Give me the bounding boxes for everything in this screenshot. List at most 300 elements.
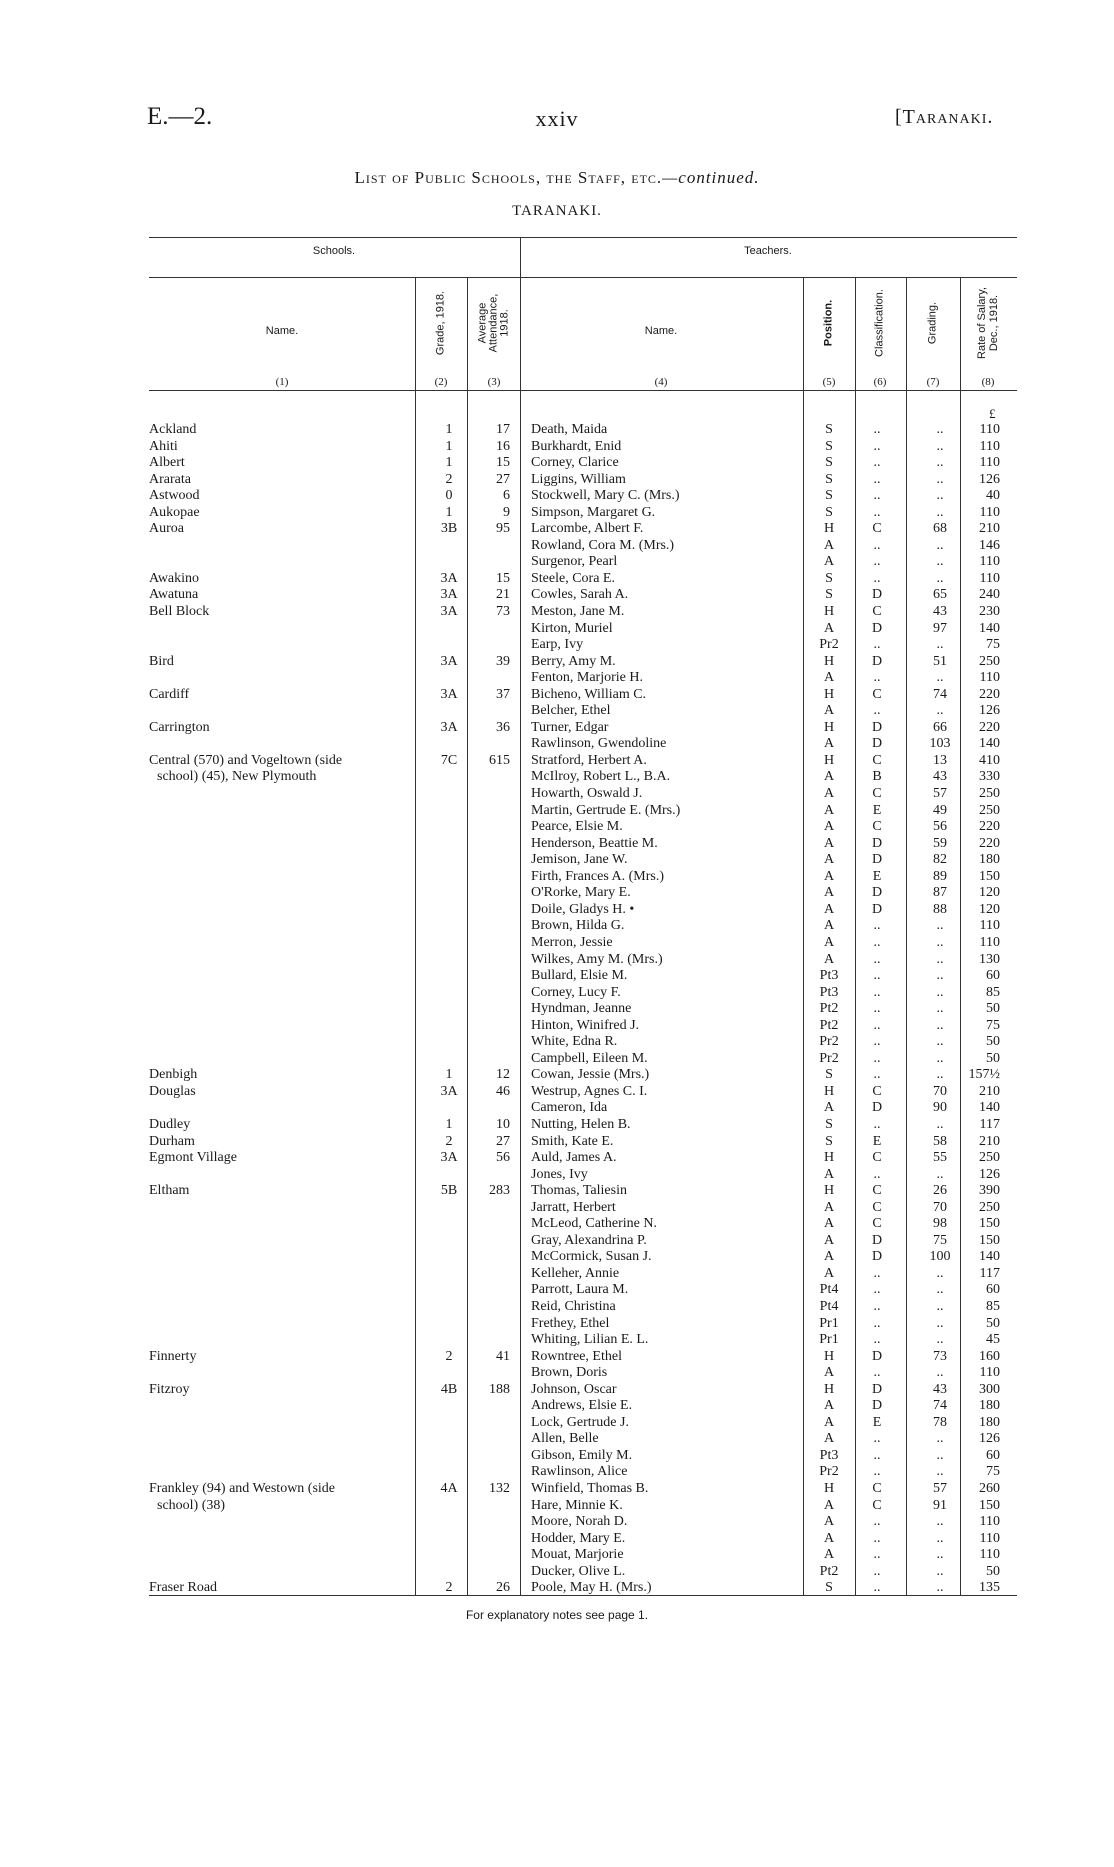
grade-cell: 0: [445, 488, 453, 504]
grading-cell: 103: [929, 736, 951, 752]
teacher-name: Brown, Doris: [531, 1365, 608, 1381]
attendance-cell: 41: [496, 1348, 510, 1364]
teacher-name: Kelleher, Annie: [531, 1265, 620, 1281]
grading-cell: 58: [933, 1133, 947, 1149]
grading-cell: ..: [936, 488, 944, 504]
salary-cell: 250: [979, 786, 1000, 802]
grading-cell: 59: [933, 835, 947, 851]
table-row: [0, 1117, 1114, 1134]
table-row: [0, 571, 1114, 588]
salary-cell: 120: [979, 885, 1000, 901]
table-row: [0, 902, 1114, 919]
position-cell: A: [823, 786, 835, 802]
position-cell: Pr1: [819, 1315, 839, 1331]
grading-cell: 26: [933, 1183, 947, 1199]
table-row: [0, 1051, 1114, 1068]
classification-cell: ..: [873, 438, 881, 454]
classification-cell: ..: [873, 1514, 881, 1530]
grade-cell: 2: [445, 1133, 453, 1149]
school-name: Frankley (94) and Westown (side: [149, 1481, 336, 1496]
teacher-name: Winfield, Thomas B.: [531, 1481, 649, 1496]
table-row: [0, 1349, 1114, 1366]
position-cell: A: [823, 1232, 835, 1248]
teacher-name: Johnson, Oscar: [531, 1381, 617, 1397]
attendance-cell: 188: [489, 1381, 510, 1397]
table-row: [0, 1564, 1114, 1581]
grading-cell: 75: [933, 1232, 947, 1248]
teacher-name: Steele, Cora E.: [531, 570, 615, 586]
salary-cell: 117: [979, 1116, 1000, 1132]
grading-cell: ..: [936, 984, 944, 1000]
classification-cell: ..: [873, 422, 881, 437]
teacher-name: Rowland, Cora M. (Mrs.): [531, 537, 675, 553]
classification-cell: D: [871, 1348, 883, 1364]
col-number-4: (4): [654, 376, 668, 388]
col-number-2: (2): [434, 376, 448, 388]
teacher-name: Belcher, Ethel: [531, 703, 611, 719]
classification-cell: ..: [873, 670, 881, 686]
classification-cell: C: [872, 686, 882, 702]
classification-cell: ..: [873, 537, 881, 553]
grading-cell: 74: [933, 1398, 947, 1414]
position-header: Position.: [822, 299, 835, 347]
position-cell: Pr2: [819, 637, 839, 653]
classification-cell: D: [871, 835, 883, 851]
column-header-bottom-rule: [149, 390, 1017, 391]
grading-cell: ..: [936, 1580, 944, 1596]
grade-cell: 1: [445, 1116, 453, 1132]
table-row: [0, 1001, 1114, 1018]
salary-header-text: Rate of Salary, Dec., 1918.: [976, 287, 1000, 359]
group-header-rule: [149, 277, 1017, 278]
col-number-6: (6): [873, 376, 887, 388]
position-cell: A: [823, 1530, 835, 1546]
grading-cell: ..: [936, 1315, 944, 1331]
position-cell: A: [823, 1166, 835, 1182]
table-row: [0, 1365, 1114, 1382]
salary-cell: 75: [986, 1017, 1000, 1033]
teacher-name: Wilkes, Amy M. (Mrs.): [531, 951, 663, 967]
teacher-name: Meston, Jane M.: [531, 604, 625, 620]
teacher-name: McCormick, Susan J.: [531, 1249, 652, 1265]
position-cell: Pt4: [819, 1298, 839, 1314]
grading-cell: 66: [933, 719, 947, 735]
table-row: [0, 1316, 1114, 1333]
table-row: [0, 439, 1114, 456]
classification-cell: ..: [873, 1116, 881, 1132]
school-name: Awatuna: [149, 587, 199, 603]
salary-cell: 50: [986, 1315, 1000, 1331]
salary-header: [976, 279, 1000, 367]
teacher-name: Gibson, Emily M.: [531, 1447, 633, 1463]
table-row: [0, 1134, 1114, 1151]
position-cell: A: [823, 819, 835, 835]
classification-cell: ..: [873, 1464, 881, 1480]
grading-cell: 56: [933, 819, 947, 835]
table-row: [0, 1531, 1114, 1548]
classification-cell: ..: [873, 951, 881, 967]
position-cell: A: [823, 620, 835, 636]
position-cell: S: [825, 570, 833, 586]
position-cell: S: [825, 587, 833, 603]
teacher-name: Death, Maida: [531, 422, 608, 437]
grading-cell: ..: [936, 1265, 944, 1281]
salary-cell: 126: [979, 703, 1000, 719]
classification-cell: ..: [873, 1034, 881, 1050]
position-cell: A: [823, 868, 835, 884]
position-cell: A: [823, 1497, 835, 1513]
teacher-name: Rowntree, Ethel: [531, 1348, 622, 1364]
position-cell: A: [823, 1414, 835, 1430]
position-cell: A: [823, 1547, 835, 1563]
classification-cell: ..: [873, 1298, 881, 1314]
grading-cell: ..: [936, 1431, 944, 1447]
table-row: [0, 1216, 1114, 1233]
position-cell: Pr2: [819, 1050, 839, 1066]
classification-cell: ..: [873, 1017, 881, 1033]
grading-cell: 57: [933, 1481, 947, 1496]
grading-cell: ..: [936, 471, 944, 487]
grading-header: Grading.: [926, 301, 939, 345]
classification-cell: E: [872, 1133, 882, 1149]
table-row: [0, 1514, 1114, 1531]
teacher-name: Kirton, Muriel: [531, 620, 613, 636]
salary-cell: 110: [979, 1547, 1000, 1563]
classification-cell: ..: [873, 1580, 881, 1596]
salary-cell: 150: [979, 868, 1000, 884]
salary-cell: 220: [979, 835, 1000, 851]
grading-cell: ..: [936, 1067, 944, 1083]
salary-cell: 110: [979, 504, 1000, 520]
school-name: Dudley: [149, 1116, 191, 1132]
grade-cell: 3A: [440, 570, 458, 586]
classification-header: Classification.: [873, 289, 886, 357]
table-row: [0, 1084, 1114, 1101]
teacher-name: Liggins, William: [531, 471, 626, 487]
grading-cell: ..: [936, 1116, 944, 1132]
position-cell: H: [823, 521, 835, 537]
table-row: [0, 637, 1114, 654]
salary-cell: 210: [979, 1133, 1000, 1149]
table-row: [0, 1282, 1114, 1299]
teacher-name: Lock, Gertrude J.: [531, 1414, 629, 1430]
teacher-name: McIlroy, Robert L., B.A.: [531, 769, 671, 785]
teacher-name: Allen, Belle: [531, 1431, 599, 1447]
table-row: [0, 521, 1114, 538]
table-row: [0, 803, 1114, 820]
grade-cell: 3A: [440, 1150, 458, 1166]
salary-cell: 85: [986, 984, 1000, 1000]
position-cell: S: [825, 438, 833, 454]
region-header: [Taranaki.: [895, 106, 994, 128]
salary-cell: 135: [979, 1580, 1000, 1596]
grade-cell: 2: [445, 1348, 453, 1364]
classification-cell: ..: [873, 455, 881, 471]
grading-cell: ..: [936, 537, 944, 553]
position-cell: H: [823, 1348, 835, 1364]
school-name: Central (570) and Vogeltown (side: [149, 752, 343, 768]
grading-cell: ..: [936, 1282, 944, 1298]
teacher-name: Simpson, Margaret G.: [531, 504, 656, 520]
grade-cell: 3A: [440, 653, 458, 669]
school-name: Carrington: [149, 719, 210, 735]
teacher-name: McLeod, Catherine N.: [531, 1216, 657, 1232]
salary-cell: 110: [979, 934, 1000, 950]
table-row: [0, 1183, 1114, 1200]
grade-cell: 3A: [440, 1083, 458, 1099]
classification-cell: ..: [873, 1563, 881, 1579]
table-row: [0, 1067, 1114, 1084]
teacher-name: Cameron, Ida: [531, 1100, 608, 1116]
position-cell: A: [823, 951, 835, 967]
grading-cell: ..: [936, 1001, 944, 1017]
grade-header: Grade, 1918.: [434, 290, 447, 356]
salary-cell: 50: [986, 1563, 1000, 1579]
attendance-cell: 39: [496, 653, 510, 669]
classification-cell: D: [871, 901, 883, 917]
teacher-name: Doile, Gladys H. •: [531, 901, 635, 917]
table-row: [0, 1266, 1114, 1283]
salary-cell: 60: [986, 1282, 1000, 1298]
table-row: [0, 985, 1114, 1002]
grading-cell: ..: [936, 1530, 944, 1546]
grade-cell: 1: [445, 455, 453, 471]
teacher-name: Parrott, Laura M.: [531, 1282, 629, 1298]
grade-cell: 3B: [440, 521, 458, 537]
classification-cell: ..: [873, 504, 881, 520]
table-row: [0, 1150, 1114, 1167]
classification-cell: D: [871, 852, 883, 868]
school-name: Durham: [149, 1133, 195, 1149]
salary-cell: 50: [986, 1034, 1000, 1050]
teacher-name: Andrews, Elsie E.: [531, 1398, 633, 1414]
teacher-name: Cowan, Jessie (Mrs.): [531, 1067, 650, 1083]
grade-cell: 3A: [440, 604, 458, 620]
teacher-name: Hinton, Winifred J.: [531, 1017, 640, 1033]
position-cell: A: [823, 1265, 835, 1281]
teacher-name: Poole, May H. (Mrs.): [531, 1580, 652, 1596]
table-row: [0, 538, 1114, 555]
table-row: [0, 587, 1114, 604]
teacher-name: O'Rorke, Mary E.: [531, 885, 631, 901]
grading-cell: ..: [936, 1447, 944, 1463]
classification-cell: C: [872, 1083, 882, 1099]
position-cell: S: [825, 455, 833, 471]
table-top-rule: [149, 237, 1017, 238]
col-number-3: (3): [487, 376, 501, 388]
school-name: Ararata: [149, 471, 191, 487]
grading-cell: ..: [936, 570, 944, 586]
attendance-cell: 132: [489, 1481, 510, 1496]
position-cell: H: [823, 686, 835, 702]
teacher-name: Hodder, Mary E.: [531, 1530, 626, 1546]
salary-cell: 390: [979, 1183, 1000, 1199]
teacher-name: Pearce, Elsie M.: [531, 819, 623, 835]
position-cell: A: [823, 835, 835, 851]
page-reference: E.—2.: [147, 103, 213, 130]
grade-cell: 3A: [440, 686, 458, 702]
salary-cell: 117: [979, 1265, 1000, 1281]
classification-cell: ..: [873, 637, 881, 653]
grading-cell: 97: [933, 620, 947, 636]
classification-cell: C: [872, 1216, 882, 1232]
teacher-name: Bicheno, William C.: [531, 686, 647, 702]
classification-cell: C: [872, 1183, 882, 1199]
grading-cell: 82: [933, 852, 947, 868]
table-row: [0, 687, 1114, 704]
school-name: Finnerty: [149, 1348, 197, 1364]
salary-cell: 120: [979, 901, 1000, 917]
teacher-name: Merron, Jessie: [531, 934, 613, 950]
table-row: [0, 1481, 1114, 1498]
teacher-name-header: Name.: [644, 325, 678, 337]
title-continued: —continued.: [662, 168, 760, 187]
teacher-name: Hyndman, Jeanne: [531, 1001, 632, 1017]
table-row: [0, 422, 1114, 439]
table-row: [0, 1332, 1114, 1349]
table-row: [0, 968, 1114, 985]
salary-cell: 60: [986, 968, 1000, 984]
salary-cell: 45: [986, 1332, 1000, 1348]
table-row: [0, 836, 1114, 853]
classification-cell: ..: [873, 1530, 881, 1546]
table-row: [0, 1018, 1114, 1035]
attendance-cell: 37: [496, 686, 510, 702]
teacher-name: Whiting, Lilian E. L.: [531, 1332, 649, 1348]
school-name: Aukopae: [149, 504, 200, 520]
page-number: xxiv: [535, 106, 579, 131]
teacher-name: Earp, Ivy: [531, 637, 584, 653]
classification-cell: ..: [873, 1265, 881, 1281]
position-cell: A: [823, 1398, 835, 1414]
grading-cell: 90: [933, 1100, 947, 1116]
grade-cell: 1: [445, 504, 453, 520]
classification-cell: C: [872, 1199, 882, 1215]
grading-cell: 43: [933, 1381, 947, 1397]
salary-cell: 110: [979, 554, 1000, 570]
table-row: [0, 488, 1114, 505]
teacher-name: Rawlinson, Alice: [531, 1464, 628, 1480]
position-cell: A: [823, 852, 835, 868]
teacher-name: Thomas, Taliesin: [531, 1183, 627, 1199]
classification-cell: ..: [873, 1001, 881, 1017]
grading-cell: ..: [936, 703, 944, 719]
school-name: Cardiff: [149, 686, 190, 702]
classification-cell: ..: [873, 1332, 881, 1348]
attendance-cell: 615: [489, 752, 510, 768]
grading-cell: ..: [936, 1166, 944, 1182]
table-row: [0, 1382, 1114, 1399]
grading-cell: 88: [933, 901, 947, 917]
classification-cell: ..: [873, 1447, 881, 1463]
attendance-header: [478, 281, 511, 365]
position-cell: S: [825, 1580, 833, 1596]
table-row: [0, 1167, 1114, 1184]
position-cell: Pt2: [819, 1017, 839, 1033]
salary-cell: 126: [979, 1431, 1000, 1447]
teacher-name: Rawlinson, Gwendoline: [531, 736, 667, 752]
table-row: [0, 769, 1114, 786]
classification-cell: D: [871, 885, 883, 901]
school-name: Auroa: [149, 521, 184, 537]
salary-cell: 210: [979, 1083, 1000, 1099]
classification-cell: ..: [873, 934, 881, 950]
col-number-8: (8): [981, 376, 995, 388]
classification-cell: C: [872, 786, 882, 802]
position-cell: Pt2: [819, 1563, 839, 1579]
position-cell: Pr2: [819, 1034, 839, 1050]
position-cell: S: [825, 422, 833, 437]
grading-cell: 74: [933, 686, 947, 702]
attendance-cell: 283: [489, 1183, 510, 1199]
salary-cell: 250: [979, 1150, 1000, 1166]
grading-cell: ..: [936, 1050, 944, 1066]
teacher-name: Firth, Frances A. (Mrs.): [531, 868, 664, 884]
school-name: Fraser Road: [149, 1580, 218, 1596]
salary-cell: 220: [979, 719, 1000, 735]
grade-cell: 4B: [440, 1381, 458, 1397]
classification-cell: D: [871, 620, 883, 636]
position-cell: A: [823, 918, 835, 934]
teacher-name: Corney, Lucy F.: [531, 984, 621, 1000]
position-cell: H: [823, 1481, 835, 1496]
position-cell: A: [823, 901, 835, 917]
classification-cell: C: [872, 819, 882, 835]
classification-cell: ..: [873, 918, 881, 934]
table-row: [0, 703, 1114, 720]
attendance-cell: 27: [496, 1133, 510, 1149]
classification-cell: ..: [873, 1067, 881, 1083]
table-row: [0, 819, 1114, 836]
position-cell: S: [825, 1133, 833, 1149]
salary-cell: 410: [979, 752, 1000, 768]
salary-cell: 140: [979, 620, 1000, 636]
salary-cell: 150: [979, 1216, 1000, 1232]
salary-cell: 250: [979, 802, 1000, 818]
table-row: [0, 786, 1114, 803]
table-row: [0, 869, 1114, 886]
position-cell: A: [823, 670, 835, 686]
grade-cell: 1: [445, 438, 453, 454]
salary-cell: 110: [979, 1365, 1000, 1381]
grade-cell: 1: [445, 422, 453, 437]
salary-cell: 140: [979, 1249, 1000, 1265]
teacher-name: Stockwell, Mary C. (Mrs.): [531, 488, 680, 504]
classification-cell: ..: [873, 1050, 881, 1066]
grading-cell: ..: [936, 670, 944, 686]
salary-cell: 300: [979, 1381, 1000, 1397]
classification-cell: D: [871, 719, 883, 735]
grading-cell: 91: [933, 1497, 947, 1513]
grading-cell: ..: [936, 504, 944, 520]
teacher-name: Auld, James A.: [531, 1150, 617, 1166]
salary-cell: 180: [979, 852, 1000, 868]
classification-cell: D: [871, 1100, 883, 1116]
classification-cell: D: [871, 1398, 883, 1414]
classification-cell: D: [871, 653, 883, 669]
classification-cell: ..: [873, 1547, 881, 1563]
teacher-name: Frethey, Ethel: [531, 1315, 610, 1331]
teacher-name: Martin, Gertrude E. (Mrs.): [531, 802, 681, 818]
position-cell: A: [823, 703, 835, 719]
table-row: [0, 505, 1114, 522]
position-cell: A: [823, 554, 835, 570]
classification-cell: C: [872, 1497, 882, 1513]
salary-cell: 110: [979, 570, 1000, 586]
position-cell: A: [823, 1514, 835, 1530]
teachers-group-header: Teachers.: [744, 245, 792, 257]
salary-cell: 157½: [968, 1067, 1000, 1083]
